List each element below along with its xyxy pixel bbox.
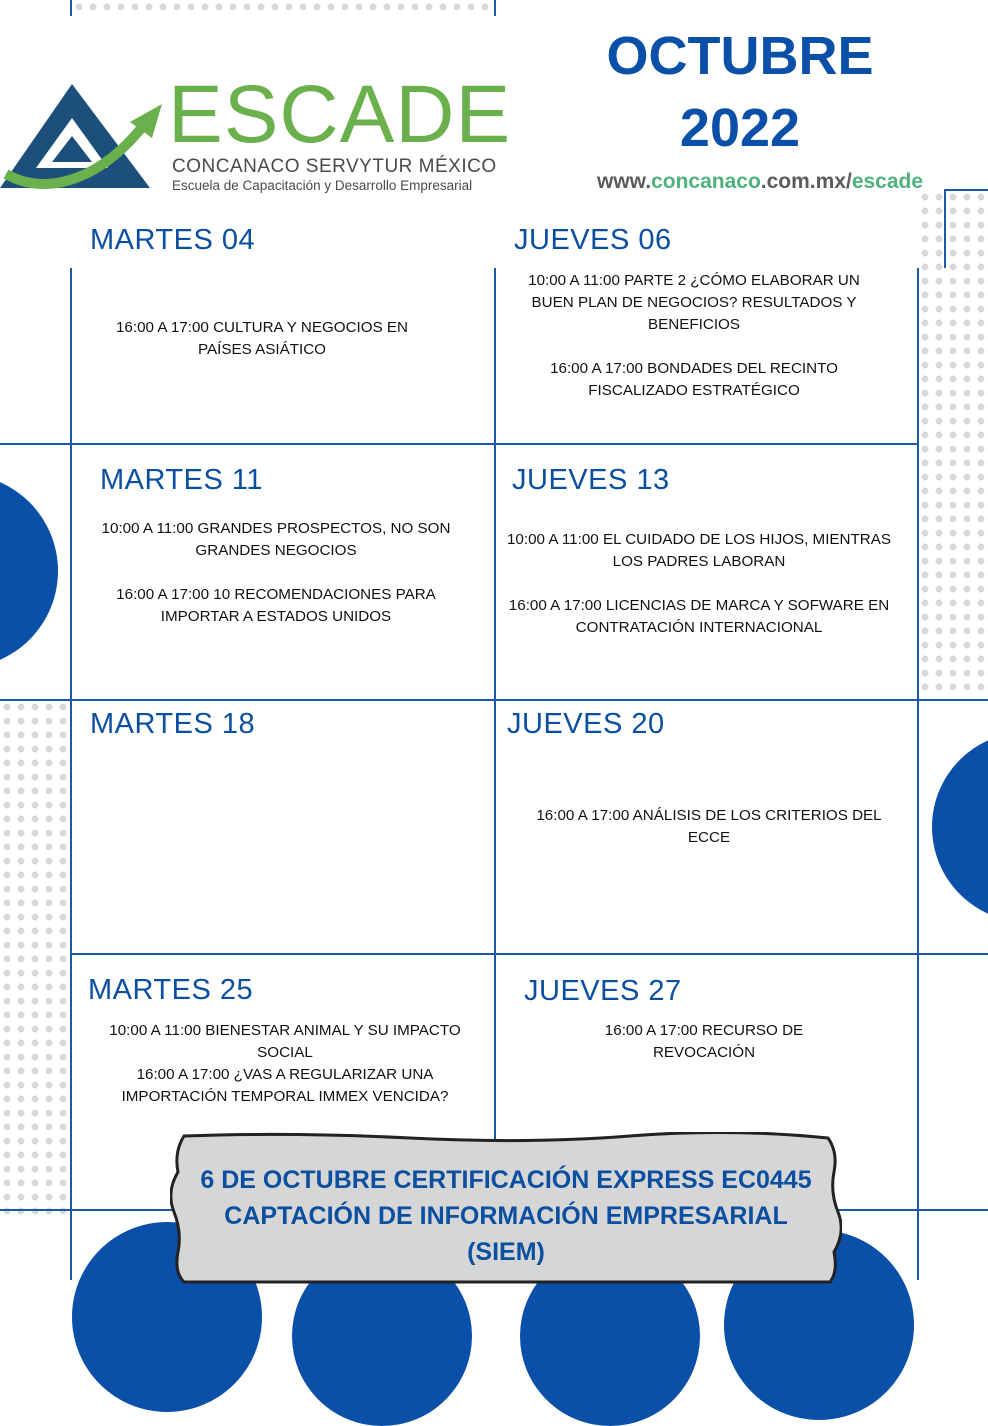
events-martes-11 (84, 518, 468, 628)
day-label-martes-11: MARTES 11 (100, 464, 263, 496)
event-item: 16:00 A 17:00 RECURSO DE REVOCACIÓN (604, 1022, 804, 1061)
banner-line-3: (SIEM) (467, 1238, 545, 1266)
website-tld: .com.mx/ (760, 170, 852, 193)
grid-line-left (70, 0, 72, 16)
grid-line-mid-top (494, 0, 496, 16)
event-item: 10:00 A 11:00 EL CUIDADO DE LOS HIJOS, MIENTRAS LOS PADRES LABORAN (506, 531, 892, 570)
day-label-martes-04: MARTES 04 (90, 224, 256, 256)
event-item: 16:00 A 17:00 10 RECOMENDACIONES PARA IMPORTAR A ESTADOS UNIDOS (116, 586, 436, 625)
events-jueves-13 (502, 529, 896, 639)
event-item: 16:00 A 17:00 CULTURA Y NEGOCIOS EN PAÍSES ASIÁTICO (115, 319, 409, 358)
grid-line-middle (494, 268, 496, 1280)
day-label-jueves-13: JUEVES 13 (512, 464, 670, 496)
dotted-panel-top (72, 0, 494, 16)
day-label-jueves-20: JUEVES 20 (507, 708, 665, 740)
decor-circle-left (0, 474, 58, 668)
day-label-jueves-27: JUEVES 27 (524, 975, 682, 1007)
day-label-martes-25: MARTES 25 (88, 974, 254, 1006)
decor-circle-right (932, 732, 988, 922)
banner-line-1: 6 DE OCTUBRE CERTIFICACIÓN EXPRESS EC0445 (200, 1166, 812, 1194)
grid-line-left-body (70, 268, 72, 1280)
events-martes-04 (100, 317, 424, 361)
grid-row-line-1 (0, 443, 918, 445)
event-item: 10:00 A 11:00 BIENESTAR ANIMAL Y SU IMPACTO SOCIAL (109, 1022, 461, 1061)
banner-line-2: CAPTACIÓN DE INFORMACIÓN EMPRESARIAL (224, 1202, 788, 1230)
day-label-jueves-06: JUEVES 06 (514, 224, 672, 256)
event-item: 16:00 A 17:00 ¿VAS A REGULARIZAR UNA IMPORTACIÓN TEMPORAL IMMEX VENCIDA? (121, 1066, 449, 1105)
dotted-panel-left (0, 700, 70, 1215)
events-martes-25 (86, 1020, 484, 1108)
grid-line-top-right (944, 189, 988, 191)
logo-subtitle: CONCANACO SERVYTUR MÉXICO (172, 156, 497, 177)
website-domain: concanaco (651, 170, 761, 193)
events-jueves-06 (522, 270, 866, 402)
website-url (597, 170, 923, 194)
grid-line-right (917, 268, 919, 1280)
grid-row-line-3 (70, 953, 988, 955)
grid-line-right-top (944, 190, 946, 268)
certification-banner (186, 1162, 826, 1270)
events-jueves-20 (518, 805, 900, 849)
event-item: 16:00 A 17:00 ANÁLISIS DE LOS CRITERIOS DEL ECCE (536, 807, 882, 846)
grid-row-line-2 (0, 699, 988, 701)
logo-emblem-icon (0, 70, 170, 200)
event-item: 16:00 A 17:00 BONDADES DEL RECINTO FISCALIZADO ESTRATÉGICO (550, 360, 838, 399)
logo-tagline: Escuela de Capacitación y Desarrollo Empresarial (172, 178, 473, 193)
event-item: 10:00 A 11:00 PARTE 2 ¿CÓMO ELABORAR UN BUEN PLAN DE NEGOCIOS? RESULTADOS Y BENEFICIOS (528, 272, 860, 333)
dotted-panel-right (918, 190, 988, 696)
escade-logo (0, 69, 512, 200)
website-path: escade (851, 170, 924, 193)
page-title-month: OCTUBRE (606, 26, 874, 86)
events-jueves-27 (584, 1020, 824, 1064)
logo-name: ESCADE (168, 69, 512, 160)
day-label-martes-18: MARTES 18 (90, 708, 256, 740)
website-prefix: www. (597, 170, 652, 193)
event-item: 10:00 A 11:00 GRANDES PROSPECTOS, NO SON GRANDES NEGOCIOS (101, 520, 451, 559)
page-title-year: 2022 (679, 98, 801, 158)
event-item: 16:00 A 17:00 LICENCIAS DE MARCA Y SOFWARE EN CONTRATACIÓN INTERNACIONAL (508, 597, 890, 636)
